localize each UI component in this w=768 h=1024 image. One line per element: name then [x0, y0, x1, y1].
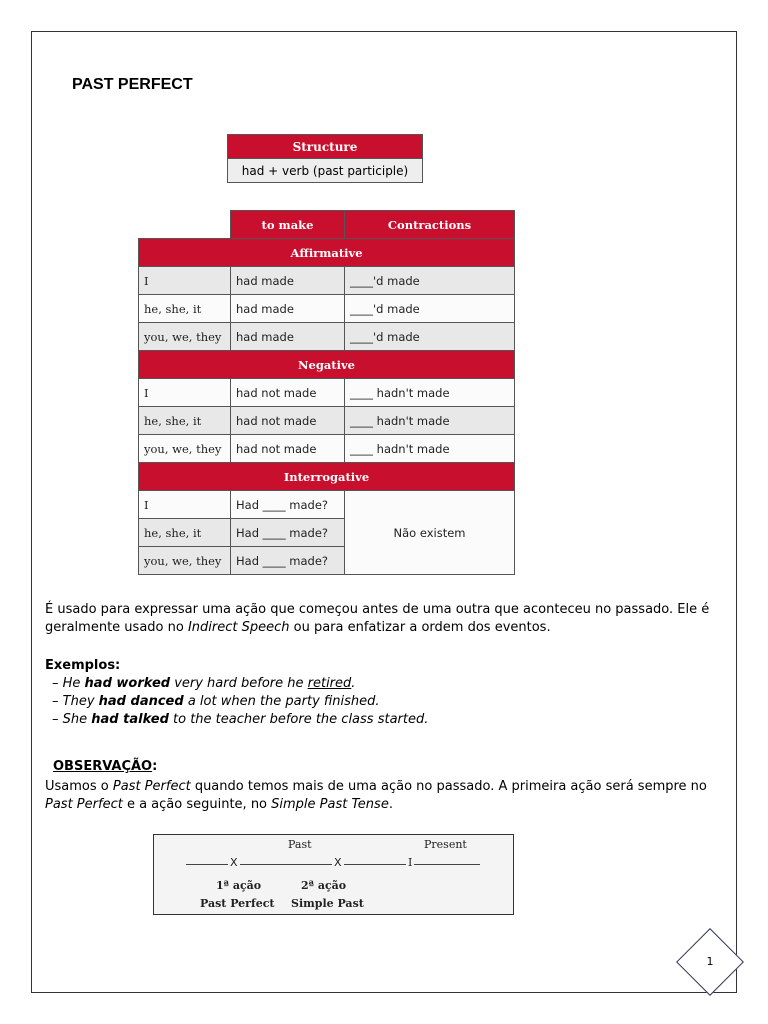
form-cell: had not made — [231, 435, 345, 463]
timeline-line — [344, 864, 406, 865]
timeline-second-action: 2ª ação — [301, 879, 347, 892]
timeline-present-label: Present — [424, 838, 467, 851]
subject-cell: he, she, it — [139, 407, 231, 435]
section-interrogative: Interrogative — [139, 463, 515, 491]
form-cell: Had ____ made? — [231, 491, 345, 519]
timeline-first-action: 1ª ação — [216, 879, 262, 892]
contraction-cell: ____'d made — [345, 267, 515, 295]
contraction-cell: ____ hadn't made — [345, 407, 515, 435]
col-header-to-make: to make — [231, 211, 345, 239]
timeline-past-label: Past — [288, 838, 312, 851]
subject-cell: I — [139, 491, 231, 519]
observation-paragraph: Usamos o Past Perfect quando temos mais de uma ação no passado. A primeira ação será sempre no Past Perfect e a ação seguinte, no Simple Past Tense. — [45, 779, 707, 812]
timeline-diagram — [153, 834, 514, 915]
form-cell: Had ____ made? — [231, 547, 345, 575]
timeline-mark-second: X — [334, 856, 342, 869]
example-item: – They had danced a lot when the party finished. — [52, 694, 380, 709]
contraction-cell: ____ hadn't made — [345, 435, 515, 463]
structure-formula: had + verb (past participle) — [228, 159, 423, 183]
contraction-cell: ____'d made — [345, 295, 515, 323]
examples-list — [52, 675, 742, 729]
observation-heading: OBSERVAÇÃO: — [53, 759, 158, 774]
timeline-line — [240, 864, 332, 865]
form-cell: had not made — [231, 407, 345, 435]
example-item: – She had talked to the teacher before the class started. — [52, 712, 429, 727]
timeline-mark-first: X — [230, 856, 238, 869]
contraction-cell: ____'d made — [345, 323, 515, 351]
subject-cell: you, we, they — [139, 323, 231, 351]
example-item: – He had worked very hard before he retired. — [52, 676, 356, 691]
indirect-speech-term: Indirect Speech — [187, 620, 290, 635]
form-cell: had made — [231, 295, 345, 323]
col-header-contractions: Contractions — [345, 211, 515, 239]
subject-cell: I — [139, 379, 231, 407]
form-cell: had made — [231, 267, 345, 295]
timeline-second-tense: Simple Past — [291, 897, 364, 910]
form-cell: had made — [231, 323, 345, 351]
subject-cell: he, she, it — [139, 295, 231, 323]
subject-cell: I — [139, 267, 231, 295]
subject-cell: you, we, they — [139, 547, 231, 575]
form-cell: Had ____ made? — [231, 519, 345, 547]
subject-cell: he, she, it — [139, 519, 231, 547]
page-title: PAST PERFECT — [72, 76, 193, 93]
examples-heading: Exemplos: — [45, 658, 121, 673]
timeline-mark-present: I — [408, 856, 413, 869]
timeline-first-tense: Past Perfect — [200, 897, 275, 910]
section-negative: Negative — [139, 351, 515, 379]
page-number: 1 — [706, 955, 714, 968]
contraction-cell: ____ hadn't made — [345, 379, 515, 407]
form-cell: had not made — [231, 379, 345, 407]
conjugation-table — [138, 210, 515, 575]
subject-cell: you, we, they — [139, 435, 231, 463]
usage-paragraph: É usado para expressar uma ação que começou antes de uma outra que aconteceu no passado. Ele é geralmente usado no Indirect Speech ou para enfatizar a ordem dos eventos. — [45, 602, 710, 635]
interrogative-contraction-cell: Não existem — [345, 491, 515, 575]
timeline-line — [186, 864, 228, 865]
structure-header: Structure — [228, 135, 423, 159]
timeline-line — [414, 864, 480, 865]
section-affirmative: Affirmative — [139, 239, 515, 267]
structure-table — [227, 134, 423, 183]
